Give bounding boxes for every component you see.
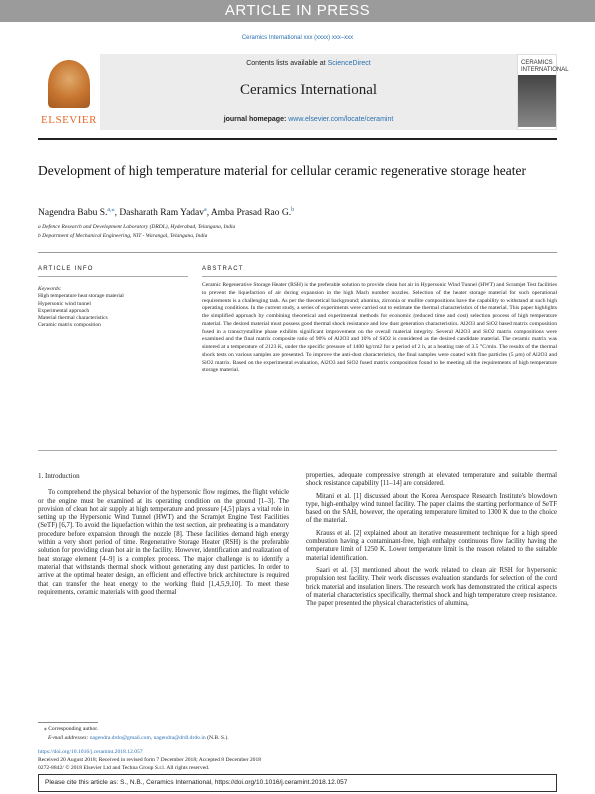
cover-title: CERAMICS INTERNATIONAL (521, 60, 569, 73)
keyword: Hypersonic wind tunnel (38, 300, 91, 307)
body-right-column (306, 472, 557, 608)
journal-name: Ceramics International (239, 82, 378, 98)
keyword: Experimental approach (38, 307, 90, 314)
author-affiliation-marker[interactable]: a,⁎ (107, 207, 115, 213)
affiliation: b Department of Mechanical Engineering, NIT - Warangal, Telangana, India (38, 233, 208, 239)
journal-reference[interactable]: Ceramics International xxx (xxxx) xxx–xxx (241, 35, 354, 41)
homepage-label: journal homepage: (223, 116, 289, 123)
sciencedirect-link[interactable]: ScienceDirect (327, 60, 371, 67)
contents-prefix: Contents lists available at (246, 60, 328, 67)
journal-cover-thumbnail[interactable] (517, 54, 569, 130)
article-in-press-banner: ARTICLE IN PRESS (0, 0, 595, 22)
contents-line (100, 60, 517, 67)
doi-link[interactable]: https://doi.org/10.1016/j.ceramint.2018.12.057 (38, 749, 143, 755)
body-paragraph: properties, adequate compressive strength at elevated temperature and suitable thermal shock resistance capability [11–14] are considered. (306, 472, 557, 488)
divider (202, 276, 557, 277)
copyright-line: 0272-8842/ © 2018 Elsevier Ltd and Techna Group S.r.l. All rights reserved. (38, 765, 210, 771)
body-left-column (38, 472, 289, 597)
elsevier-logo[interactable] (38, 54, 100, 130)
citation-box: Please cite this article as: S., N.B., Ceramics International, https://doi.org/10.1016/j.ceramint.2018.12.057 (38, 774, 557, 792)
keyword: High temperature heat storage material (38, 293, 124, 300)
body-paragraph: Krauss et al. [2] explained about an iterative measurement technique for a high speed combustion having a contaminant-free, high enthalpy continuous flow facility having the temperature limit of 1250 K. Lower temperature limit is the reason related to the suitable material identification. (306, 529, 557, 562)
received-dates: Received 20 August 2018; Received in revised form 7 December 2018; Accepted 8 December 2018 (38, 757, 262, 763)
footnote-rule (38, 722, 98, 723)
divider (38, 450, 557, 451)
corresponding-author-note: ⁎ Corresponding author. (44, 726, 99, 732)
author-name[interactable]: Dasharath Ram Yadav (119, 208, 205, 219)
publisher-wordmark: ELSEVIER (41, 114, 97, 126)
email-label: E-mail addresses: (48, 735, 90, 741)
abstract-heading: ABSTRACT (202, 266, 244, 272)
author-list: Nagendra Babu S.$^{a,⁎}$, Dasharath Ram Yadav$^a$, Amba Prasad Rao G.$^b$ (38, 207, 295, 219)
author-affiliation-marker[interactable]: b (291, 207, 295, 213)
author-name[interactable]: Amba Prasad Rao G. (210, 208, 292, 219)
header-rule (38, 138, 557, 140)
tree-icon (48, 60, 90, 108)
article-info-heading: ARTICLE INFO (38, 266, 94, 272)
email-links[interactable]: nagendra.drdo@gmail.com, nagendra@drdl.drdo.in (89, 735, 206, 741)
keywords-label: Keywords: (38, 286, 62, 292)
divider (38, 276, 188, 277)
body-paragraph: To comprehend the physical behavior of the hypersonic flow regimes, the flight vehicle or the engine must be examined at its operating condition on the ground [1–3]. The provision of clean hot air supply at high temperature and pressure [4,5] plays a vital role in setting up the Hypersonic Wind Tunnel (HWT) and the Scramjet Engine Test Facilities (SeTF) [6,7]. To avoid the liquefaction within the test section, air preheating is a mandatory procedure before expansion through the nozzle [8]. These facilities demand high energy within a very short period of time. Regenerative Storage Heater (RSH) is the preferable solution for providing clean hot air in the facility. However, identification and realization of heat storage element [4–9] is a complex process. The major challenge is to identify a material that withstands thermal shock without generating any dust particles. In order to arrive at the optimal heater design, an efficient and effective brick architecture is required that can transfer the heat energy to the working fluid [1,4,5,9,10]. To meet these requirements, ceramic materials with good thermal (38, 489, 289, 596)
homepage-link[interactable]: www.elsevier.com/locate/ceramint (288, 116, 394, 123)
abstract-text: Ceramic Regenerative Storage Heater (RSH) is the preferable solution to provide clean hot air in Hypersonic Wind Tunnel (HWT) and Scramjet Test facilities to prevent the liquefaction of air during expansion in the high Mach number nozzles. Selection of the heater storage material for such operational requirements is a challenging task. As per the theoretical background; alumina, zirconia or mullite compositions have the capability to withstand at such high operating conditions. In the current study, a series of experiments were carried out to estimate the thermal characteristics of the material. This paper highlights the simplified approach by combining theoretical and experimental methods for economic (reduced time and cost) selection process of high temperature material. The desired material must possess good thermal shock resistance and low dust generation characteristics. Al2O3 and SiO2 based matrix composition fused in a transcrystalline phase exhibits significant improvement on the overall material integrity. Several Al2O3 and SiO2 matrix compositions were examined and the final matrix composite ratio of 90% of Al2O3 and 10% of SiO2 is considered as the desired candidate material. The ceramic matrix was sintered at a temperature of 2123 K, under the specific pressure of 1400 kg/cm2 for a period of 2 h, at a heating rate of 3.5 °C/min. The results of the thermal shock tests on various samples are presented. To improve the anti-dust characteristics, the final samples were coated with fine particles (5 µm) of Al2O3 and SiO2 matrix. Based on the experimental evaluation, Al2O3 and SiO2 fused matrix composition found to be meeting all the requirements of high temperature storage material. (202, 282, 557, 374)
cover-image (518, 75, 556, 127)
author-affiliation-marker[interactable]: a (204, 207, 207, 213)
email-suffix: (N.B. S.). (205, 735, 229, 741)
divider (38, 252, 557, 253)
article-title: Development of high temperature material for cellular ceramic regenerative storage heater (38, 163, 526, 178)
affiliation: a Defence Research and Development Laboratory (DRDL), Hyderabad, Telangana, India (38, 224, 236, 230)
email-line (48, 735, 567, 741)
section-heading: 1. Introduction (38, 472, 80, 480)
keywords-block (38, 286, 188, 330)
keyword: Ceramic matrix composition (38, 322, 101, 329)
author-name[interactable]: Nagendra Babu S. (38, 208, 108, 219)
body-paragraph: Mitani et al. [1] discussed about the Korea Aerospace Research Institute's blowdown type, high-enthalpy wind tunnel facility. The paper claims the starting performance of SeTF based on the SAH, however, the operating temperature limited to 1300 K due to the choice of the material. (306, 492, 557, 525)
journal-homepage (100, 116, 517, 123)
keyword: Material thermal characteristics (38, 315, 108, 322)
body-paragraph: Saari et al. [3] mentioned about the work related to clean air RSH for hypersonic propulsion test facility. Their work discusses evaluation standards for selection of the cord brick material and insulation liners. The research work has demonstrated the critical aspects of material characteristics specifically, thermal shock and high temperature creep resistance. The paper presented the physical characteristics of alumina, (306, 566, 557, 608)
